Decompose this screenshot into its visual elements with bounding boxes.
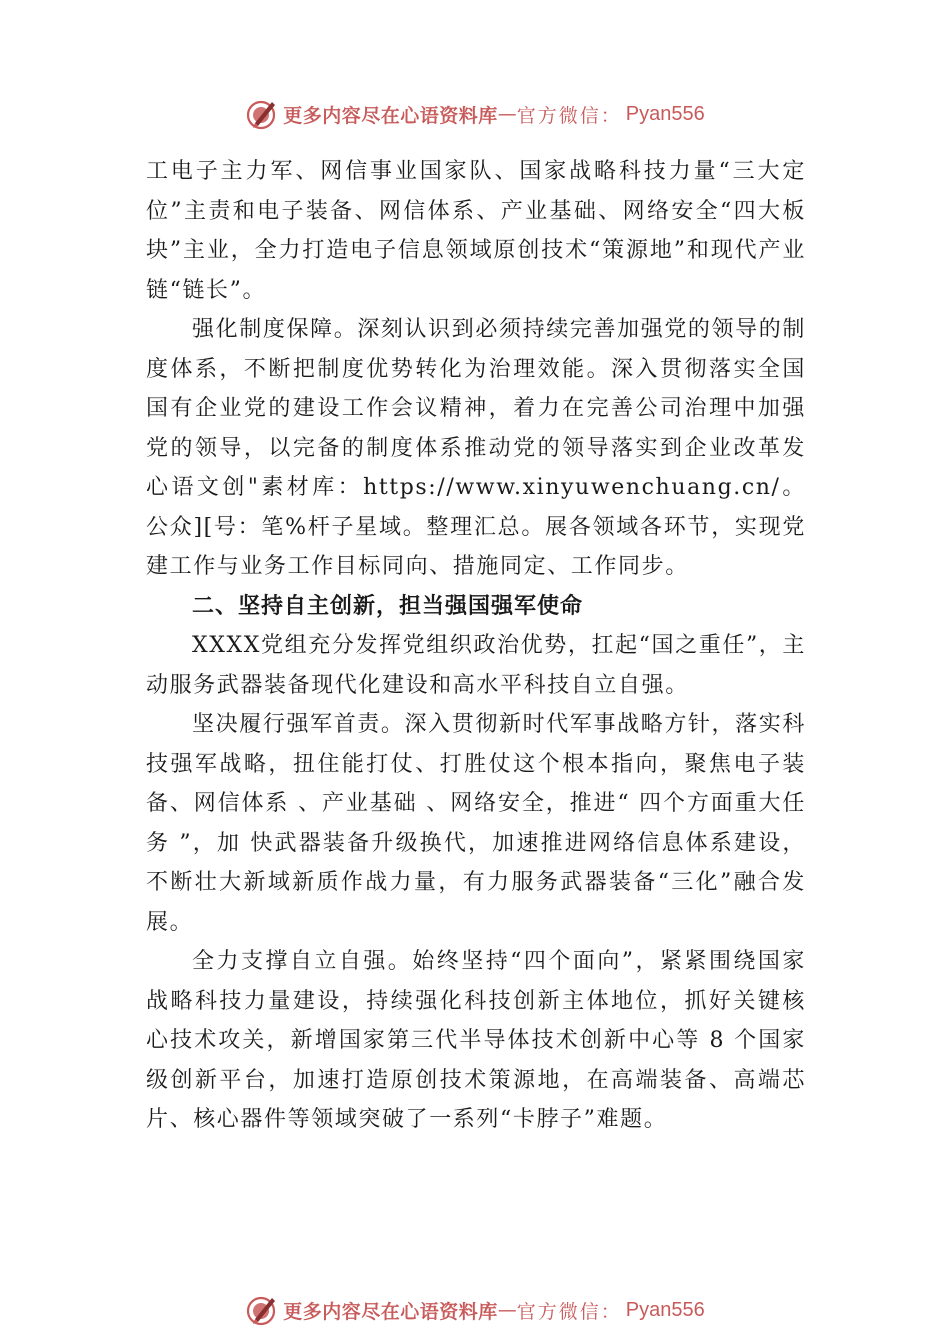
paragraph-3: XXXX党组充分发挥党组织政治优势，扛起“国之重任”，主动服务武器装备现代化建设和高水平科技自立自强。 [146, 633, 806, 698]
paragraph-5: 全力支撑自立自强。始终坚持“四个面向”，紧紧围绕国家战略科技力量建设，持续强化科技创新主体地位，抓好关键核心技术攻关，新增国家第三代半导体技术创新中心等 8 个国家级创新平台，加速打造原创技术策源地，在高端装备、高端芯片、核心器件等领域突破了一系列“卡脖子”难题。 [146, 949, 806, 1132]
header-banner [0, 94, 950, 134]
pen-logo-icon [245, 1293, 279, 1327]
header-dash: — [497, 103, 517, 125]
footer-wechat-label: 官方微信 [516, 1300, 601, 1323]
document-body [146, 152, 806, 1140]
footer-colon: ： [600, 1300, 620, 1323]
header-brand: 更多内容尽在心语资料库 [283, 104, 498, 127]
header-wechat-label: 官方微信 [516, 104, 601, 127]
footer-dash: — [497, 1299, 517, 1321]
section-heading: 二、坚持自主创新，担当强国强军使命 [192, 593, 584, 619]
paragraph-4: 坚决履行强军首责。深入贯彻新时代军事战略方针，落实科技强军战略，扭住能打仗、打胜仗这个根本指向，聚焦电子装备、网信体系 、产业基础 、网络安全，推进“ 四个方面重大任务 ”，加 快武器装备升级换代，加速推进网络信息体系建设，不断壮大新域新质作战力量，有力服务武器装备“三化”融合发展。 [146, 712, 806, 935]
header-colon: ： [600, 104, 620, 127]
paragraph-1: 工电子主力军、网信事业国家队、国家战略科技力量“三大定位”主责和电子装备、网信体系、产业基础、网络安全“四大板块”主业，全力打造电子信息领域原创技术“策源地”和现代产业链“链长”。 [146, 159, 806, 303]
footer-banner [0, 1290, 950, 1330]
footer-brand: 更多内容尽在心语资料库 [283, 1300, 498, 1323]
header-account: Pyan556 [625, 102, 705, 125]
footer-account: Pyan556 [625, 1298, 705, 1321]
pen-logo-icon [245, 97, 279, 131]
paragraph-2: 强化制度保障。深刻认识到必须持续完善加强党的领导的制度体系，不断把制度优势转化为治理效能。深入贯彻落实全国国有企业党的建设工作会议精神，着力在完善公司治理中加强党的领导，以完备的制度体系推动党的领导落实到企业改革发心语文创"素材库：https://www.xinyuwenchuang.cn/。公众][号：笔%杆子星域。整理汇总。展各领域各环节，实现党建工作与业务工作目标同向、措施同定、工作同步。 [146, 317, 806, 579]
